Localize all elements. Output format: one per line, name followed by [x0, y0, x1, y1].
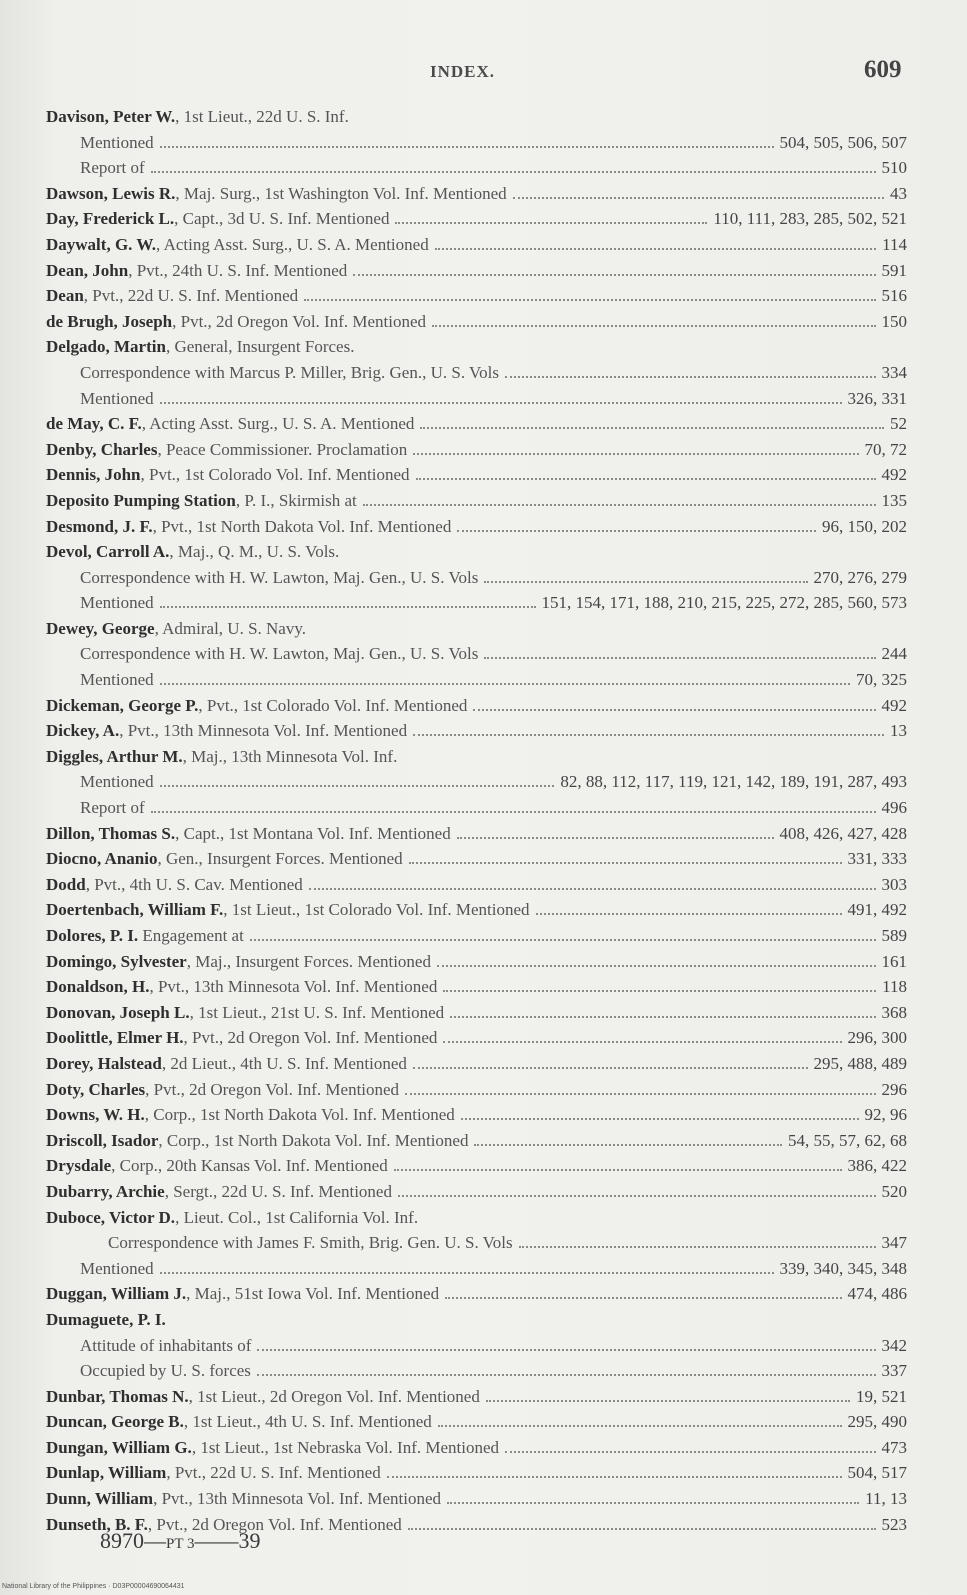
entry-name: de May, C. F.	[46, 414, 142, 434]
entry-pages: 161	[881, 951, 907, 971]
leader-dots	[505, 362, 876, 378]
signature-part: PT 3	[166, 1536, 195, 1552]
entry-pages: 244	[881, 644, 907, 664]
leader-dots	[413, 1053, 808, 1069]
entry-name: Dumaguete, P. I.	[46, 1309, 166, 1329]
entry-pages: 70, 72	[864, 439, 907, 459]
entry-description: Mentioned	[80, 1258, 154, 1278]
entry-name: Delgado, Martin	[46, 337, 166, 357]
leader-dots	[250, 925, 876, 941]
entry-pages: 151, 154, 171, 188, 210, 215, 225, 272, 285, 560, 573	[541, 593, 907, 613]
leader-dots	[257, 1360, 876, 1376]
entry-name: Doolittle, Elmer H.	[46, 1028, 184, 1048]
entry-description: , 2d Lieut., 4th U. S. Inf. Mentioned	[161, 1053, 407, 1073]
entry-name: Dorey, Halstead	[46, 1053, 162, 1073]
index-entry	[0, 1153, 967, 1179]
leader-dots	[474, 1130, 782, 1146]
leader-dots	[420, 413, 884, 429]
index-entry	[0, 718, 967, 744]
leader-dots	[473, 695, 875, 711]
entry-pages: 516	[881, 286, 907, 306]
entry-name: Day, Frederick L.	[46, 209, 175, 229]
entry-name: Dean	[46, 286, 84, 306]
entry-pages: 523	[881, 1514, 907, 1534]
entry-pages: 473	[881, 1437, 907, 1457]
entry-name: Donaldson, H.	[46, 977, 150, 997]
leader-dots	[461, 1104, 859, 1120]
entry-pages: 337	[881, 1361, 907, 1381]
entry-pages: 408, 426, 427, 428	[779, 823, 907, 843]
index-entry	[0, 181, 967, 207]
index-entry	[0, 897, 967, 923]
entry-description: , Acting Asst. Surg., U. S. A. Mentioned	[141, 414, 415, 434]
entry-pages: 13	[890, 721, 907, 741]
entry-pages: 110, 111, 283, 285, 502, 521	[713, 209, 907, 229]
entry-description: , Capt., 1st Montana Vol. Inf. Mentioned	[175, 823, 451, 843]
entry-description: Mentioned	[80, 388, 154, 408]
leader-dots	[394, 1155, 842, 1171]
index-entry	[0, 411, 967, 437]
entry-name: Deposito Pumping Station	[46, 490, 236, 510]
entry-description: , Maj., Q. M., U. S. Vols.	[169, 542, 340, 562]
index-entry	[0, 974, 967, 1000]
index-entry	[0, 565, 967, 591]
entry-pages: 492	[881, 695, 907, 715]
entry-pages: 303	[881, 874, 907, 894]
entry-pages: 591	[881, 260, 907, 280]
index-entry	[0, 693, 967, 719]
entry-description: , Corp., 20th Kansas Vol. Inf. Mentioned	[111, 1156, 388, 1176]
leader-dots	[160, 771, 555, 787]
entry-pages: 496	[881, 798, 907, 818]
leader-dots	[409, 848, 842, 864]
entry-description: , Pvt., 2d Oregon Vol. Inf. Mentioned	[147, 1514, 402, 1534]
index-entry	[0, 283, 967, 309]
entry-name: Davison, Peter W.	[46, 107, 176, 126]
leader-dots	[387, 1462, 842, 1478]
entry-pages: 118	[882, 977, 907, 997]
entry-name: Dunseth, B. F.	[46, 1514, 148, 1534]
leader-dots	[484, 567, 807, 583]
entry-name: Duncan, George B.	[46, 1412, 184, 1432]
index-entry	[0, 309, 967, 335]
leader-dots	[309, 874, 876, 890]
entry-pages: 589	[881, 926, 907, 945]
entry-description: , Pvt., 13th Minnesota Vol. Inf. Mentioned	[149, 977, 438, 997]
entry-description: , Corp., 1st North Dakota Vol. Inf. Mentioned	[158, 1130, 469, 1150]
entry-name: Daywalt, G. W.	[46, 234, 157, 254]
entry-description: , Maj., Insurgent Forces. Mentioned	[186, 951, 431, 971]
entry-description: , Admiral, U. S. Navy.	[154, 618, 306, 638]
index-entry	[0, 1051, 967, 1077]
entry-pages: 43	[890, 183, 907, 203]
entry-description: Report of	[80, 158, 145, 178]
page-header	[0, 52, 967, 92]
leader-dots	[443, 1027, 841, 1043]
leader-dots	[484, 643, 875, 659]
entry-description: , Pvt., 24th U. S. Inf. Mentioned	[128, 260, 348, 280]
index-entry	[0, 769, 967, 795]
entry-description: Attitude of inhabitants of	[80, 1335, 252, 1355]
leader-dots	[160, 388, 842, 404]
entry-description: , Pvt., 2d Oregon Vol. Inf. Mentioned	[172, 311, 427, 331]
index-entry	[0, 641, 967, 667]
leader-dots	[413, 720, 884, 736]
entry-description: , 1st Lieut., 1st Colorado Vol. Inf. Mentioned	[223, 900, 530, 920]
entry-pages: 96, 150, 202	[822, 516, 907, 536]
index-entry	[0, 360, 967, 386]
entry-pages: 334	[881, 362, 907, 382]
entry-pages: 504, 517	[847, 1463, 907, 1483]
index-entry	[0, 155, 967, 181]
entry-name: Dillon, Thomas S.	[46, 823, 176, 843]
entry-name: Dunbar, Thomas N.	[46, 1386, 189, 1406]
entry-description: , Pvt., 13th Minnesota Vol. Inf. Mentioned	[119, 721, 408, 741]
entry-name: Devol, Carroll A.	[46, 542, 170, 562]
entry-description: , Sergt., 22d U. S. Inf. Mentioned	[164, 1181, 392, 1201]
index-entry	[0, 1409, 967, 1435]
entry-name: Donovan, Joseph L.	[46, 1002, 190, 1022]
entry-pages: 82, 88, 112, 117, 119, 121, 142, 189, 191, 287, 493	[560, 772, 907, 792]
index-entry	[0, 386, 967, 412]
entry-description: Correspondence with James F. Smith, Brig. Gen. U. S. Vols	[108, 1233, 513, 1253]
entry-name: Doty, Charles	[46, 1079, 146, 1099]
index-entry	[0, 1128, 967, 1154]
leader-dots	[437, 951, 876, 967]
entry-pages: 510	[881, 158, 907, 178]
leader-dots	[505, 1437, 875, 1453]
leader-dots	[151, 797, 876, 813]
entry-description: , Gen., Insurgent Forces. Mentioned	[157, 849, 403, 869]
entry-pages: 368	[881, 1002, 907, 1022]
entry-pages: 492	[881, 465, 907, 485]
index-entry	[0, 1025, 967, 1051]
index-entry	[0, 1179, 967, 1205]
entry-description: Mentioned	[80, 670, 154, 690]
leader-dots	[443, 976, 876, 992]
entry-pages: 326, 331	[847, 388, 907, 408]
index-entry	[0, 206, 967, 232]
entry-pages: 11, 13	[865, 1489, 907, 1509]
entry-description: , Pvt., 4th U. S. Cav. Mentioned	[85, 874, 303, 894]
leader-dots	[447, 1488, 859, 1504]
index-entry	[0, 437, 967, 463]
leader-dots	[160, 132, 774, 148]
leader-dots	[151, 157, 876, 173]
entry-description: Engagement at	[138, 926, 244, 945]
entry-name: Dickeman, George P.	[46, 695, 199, 715]
leader-dots	[519, 1232, 876, 1248]
entry-name: Diggles, Arthur M.	[46, 746, 183, 766]
page-number: 609	[864, 56, 902, 83]
entry-description: Correspondence with H. W. Lawton, Maj. Gen., U. S. Vols	[80, 567, 479, 587]
leader-dots	[363, 490, 876, 506]
entry-description: , Pvt., 22d U. S. Inf. Mentioned	[166, 1463, 381, 1483]
index-entry	[0, 334, 967, 360]
index-entry	[0, 1460, 967, 1486]
entry-pages: 342	[881, 1335, 907, 1355]
leader-dots	[435, 234, 876, 250]
leader-dots	[413, 439, 858, 455]
entry-description: Mentioned	[80, 593, 154, 613]
entry-description: , Capt., 3d U. S. Inf. Mentioned	[174, 209, 390, 229]
signature-sheet: ——39	[194, 1528, 261, 1553]
index-entry	[0, 1435, 967, 1461]
entry-description: , P. I., Skirmish at	[235, 490, 357, 510]
entry-pages: 19, 521	[856, 1386, 907, 1406]
index-entry	[0, 1077, 967, 1103]
entry-pages: 504, 505, 506, 507	[779, 132, 907, 152]
index-entry	[0, 1102, 967, 1128]
index-entry	[0, 462, 967, 488]
index-entry	[0, 1000, 967, 1026]
leader-dots	[486, 1386, 850, 1402]
index-entry	[0, 1384, 967, 1410]
entry-name: Drysdale	[46, 1156, 112, 1176]
entry-name: Duggan, William J.	[46, 1284, 187, 1304]
index-entry	[0, 1486, 967, 1512]
entry-name: Driscoll, Isador	[46, 1130, 159, 1150]
entry-description: , 1st Lieut., 22d U. S. Inf.	[175, 107, 349, 126]
entry-name: Denby, Charles	[46, 439, 158, 459]
printer-signature	[100, 1528, 260, 1554]
leader-dots	[536, 899, 842, 915]
leader-dots	[445, 1283, 841, 1299]
entry-pages: 295, 488, 489	[813, 1053, 907, 1073]
index-entry	[0, 232, 967, 258]
leader-dots	[395, 208, 707, 224]
entry-description: , 1st Lieut., 1st Nebraska Vol. Inf. Mentioned	[191, 1437, 500, 1457]
index-entry	[0, 1205, 967, 1231]
index-entry	[0, 130, 967, 156]
entry-pages: 92, 96	[864, 1105, 907, 1125]
index-entry	[0, 258, 967, 284]
leader-dots	[257, 1335, 875, 1351]
leader-dots	[438, 1411, 842, 1427]
entry-pages: 520	[881, 1181, 907, 1201]
leader-dots	[408, 1514, 876, 1530]
entry-pages: 150	[881, 311, 907, 331]
scan-credit: National Library of the Philippines · D03P00004690064431	[2, 1583, 185, 1590]
entry-description: , Pvt., 13th Minnesota Vol. Inf. Mentioned	[153, 1489, 441, 1509]
index-entry	[0, 104, 967, 130]
entry-name: Dennis, John	[46, 465, 141, 485]
leader-dots	[513, 183, 884, 199]
index-entry	[0, 1358, 967, 1384]
entry-name: Duboce, Victor D.	[46, 1207, 176, 1227]
index-entry	[0, 846, 967, 872]
leader-dots	[457, 823, 774, 839]
entry-name: Downs, W. H.	[46, 1105, 145, 1125]
index-entry	[0, 590, 967, 616]
entry-description: Correspondence with H. W. Lawton, Maj. Gen., U. S. Vols	[80, 644, 479, 664]
entry-pages: 54, 55, 57, 62, 68	[788, 1130, 907, 1150]
entry-name: Dunlap, William	[46, 1463, 167, 1483]
leader-dots	[353, 260, 875, 276]
entry-description: , Pvt., 2d Oregon Vol. Inf. Mentioned	[183, 1028, 438, 1048]
entry-name: Dawson, Lewis R.	[46, 183, 176, 203]
entry-name: Desmond, J. F.	[46, 516, 153, 536]
entry-description: , General, Insurgent Forces.	[165, 337, 355, 357]
entry-description: , Maj., 51st Iowa Vol. Inf. Mentioned	[186, 1284, 440, 1304]
leader-dots	[398, 1181, 876, 1197]
index-entry	[0, 539, 967, 565]
index-entry	[0, 872, 967, 898]
index-entry	[0, 1230, 967, 1256]
entry-description: , Pvt., 1st North Dakota Vol. Inf. Mentioned	[152, 516, 452, 536]
entry-pages: 52	[890, 414, 907, 434]
signature-number: 8970—	[100, 1528, 166, 1553]
entry-description: , Maj. Surg., 1st Washington Vol. Inf. Mentioned	[175, 183, 507, 203]
entry-pages: 270, 276, 279	[813, 567, 907, 587]
index-entry	[0, 1333, 967, 1359]
entry-name: Diocno, Ananio	[46, 849, 158, 869]
entry-description: , 1st Lieut., 4th U. S. Inf. Mentioned	[183, 1412, 432, 1432]
leader-dots	[304, 285, 875, 301]
entry-description: , 1st Lieut., 2d Oregon Vol. Inf. Mentioned	[188, 1386, 480, 1406]
entry-name: Doertenbach, William F.	[46, 900, 224, 920]
leader-dots	[432, 311, 875, 327]
index-entry	[0, 1281, 967, 1307]
entry-pages: 135	[881, 490, 907, 510]
entry-description: , Pvt., 1st Colorado Vol. Inf. Mentioned	[198, 695, 468, 715]
entry-description: Occupied by U. S. forces	[80, 1361, 251, 1381]
entry-description: Correspondence with Marcus P. Miller, Brig. Gen., U. S. Vols	[80, 362, 499, 382]
index-entry	[0, 1307, 967, 1333]
index-entry	[0, 514, 967, 540]
entry-description: , Pvt., 22d U. S. Inf. Mentioned	[83, 286, 299, 306]
entry-pages: 331, 333	[847, 849, 907, 869]
leader-dots	[405, 1079, 875, 1095]
entry-pages: 70, 325	[856, 670, 907, 690]
entry-name: Dungan, William G.	[46, 1437, 192, 1457]
leader-dots	[450, 1002, 875, 1018]
entry-description: , Lieut. Col., 1st California Vol. Inf.	[175, 1207, 419, 1227]
index-entry	[0, 923, 967, 949]
entry-pages: 347	[881, 1233, 907, 1253]
entry-pages: 339, 340, 345, 348	[779, 1258, 907, 1278]
leader-dots	[160, 592, 536, 608]
entry-description: , Pvt., 1st Colorado Vol. Inf. Mentioned	[140, 465, 410, 485]
index-entries	[0, 104, 967, 1537]
entry-pages: 114	[882, 234, 907, 254]
index-entry	[0, 667, 967, 693]
index-entry	[0, 821, 967, 847]
leader-dots	[416, 464, 876, 480]
entry-name: Dolores, P. I.	[46, 926, 139, 945]
index-entry	[0, 949, 967, 975]
entry-pages: 296, 300	[847, 1028, 907, 1048]
entry-description: , Maj., 13th Minnesota Vol. Inf.	[182, 746, 398, 766]
leader-dots	[160, 1258, 774, 1274]
entry-name: Dubarry, Archie	[46, 1181, 165, 1201]
entry-description: Report of	[80, 798, 145, 818]
entry-description: Mentioned	[80, 772, 154, 792]
entry-name: Dodd	[46, 874, 86, 894]
entry-name: Dickey, A.	[46, 721, 120, 741]
entry-description: , Acting Asst. Surg., U. S. A. Mentioned	[156, 234, 429, 254]
index-entry	[0, 744, 967, 770]
entry-description: , Pvt., 2d Oregon Vol. Inf. Mentioned	[145, 1079, 400, 1099]
index-entry	[0, 616, 967, 642]
leader-dots	[160, 669, 850, 685]
leader-dots	[457, 516, 816, 532]
index-entry	[0, 1256, 967, 1282]
page-title: INDEX.	[430, 62, 496, 81]
index-entry	[0, 795, 967, 821]
entry-pages: 295, 490	[847, 1412, 907, 1432]
entry-description: , 1st Lieut., 21st U. S. Inf. Mentioned	[189, 1002, 445, 1022]
entry-name: Dewey, George	[46, 618, 155, 638]
entry-description: , Peace Commissioner. Proclamation	[157, 439, 408, 459]
entry-pages: 296	[881, 1079, 907, 1099]
entry-pages: 474, 486	[847, 1284, 907, 1304]
entry-pages: 386, 422	[847, 1156, 907, 1176]
entry-name: de Brugh, Joseph	[46, 311, 173, 331]
entry-name: Dunn, William	[46, 1489, 154, 1509]
entry-name: Dean, John	[46, 260, 129, 280]
entry-pages: 491, 492	[847, 900, 907, 920]
entry-description: Mentioned	[80, 132, 154, 152]
entry-description: , Corp., 1st North Dakota Vol. Inf. Mentioned	[144, 1105, 455, 1125]
entry-name: Domingo, Sylvester	[46, 951, 187, 971]
index-entry	[0, 488, 967, 514]
